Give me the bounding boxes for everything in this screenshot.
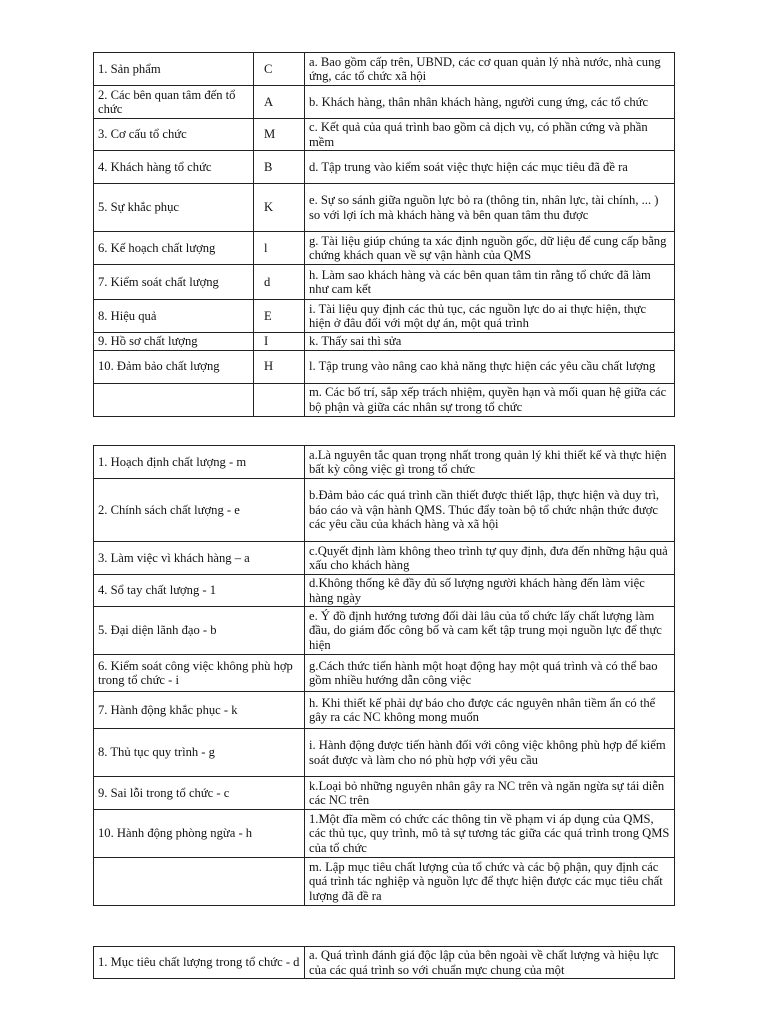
term-cell [94, 53, 254, 86]
table-row [94, 53, 675, 86]
answer-key-cell [254, 232, 305, 265]
definition-cell [305, 151, 675, 184]
table-row [94, 777, 675, 810]
answer-key-cell-text: H [264, 359, 274, 374]
answer-key-cell [254, 383, 305, 416]
term-cell [94, 607, 305, 655]
definition-cell-text: b.Đảm bảo các quá trình cần thiết được thiết lập, thực hiện và duy trì, báo cáo và vận hành QMS. Thúc đẩy toàn bộ tổ chức nhận thức được các yêu cầu của khách hàng và xã hội [309, 488, 660, 532]
definition-cell-text: 1.Một đĩa mềm có chức các thông tin về phạm vi áp dụng của QMS, các thủ tục, quy trình, mô tả sự tương tác giữa các quá trình trong QMS của tổ chức [309, 811, 670, 855]
term-cell-text: 8. Hiệu quả [98, 308, 157, 323]
term-cell [94, 858, 305, 906]
term-cell [94, 692, 305, 729]
definition-cell-text: e. Sự so sánh giữa nguồn lực bỏ ra (thông tin, nhân lực, tài chính, ... ) so với lợi ích mà khách hàng và bên quan tâm thu được [309, 193, 659, 222]
term-cell [94, 446, 305, 479]
definition-cell [305, 655, 675, 692]
definition-cell-text: g.Cách thức tiến hành một hoạt động hay một quá trình và có thể bao gồm nhiều hướng dẫn công việc [309, 658, 658, 687]
term-cell-text: 4. Khách hàng tổ chức [98, 159, 212, 174]
term-cell-text: 10. Hành động phòng ngừa - h [98, 826, 253, 841]
answer-key-cell-text: B [264, 159, 273, 174]
definition-cell [305, 86, 675, 119]
definition-cell [305, 777, 675, 810]
definition-cell-text: d. Tập trung vào kiểm soát việc thực hiện các mục tiêu đã đề ra [309, 159, 628, 174]
term-cell [94, 151, 254, 184]
term-cell [94, 333, 254, 351]
answer-key-cell [254, 53, 305, 86]
table-row [94, 86, 675, 119]
definition-cell [305, 300, 675, 333]
answer-key-cell [254, 265, 305, 300]
definition-cell-text: d.Không thống kê đầy đủ số lượng người khách hàng đến làm việc hàng ngày [309, 576, 645, 605]
term-cell-text: 2. Các bên quan tâm đến tổ chức [98, 87, 236, 116]
definition-cell [305, 119, 675, 151]
answer-key-cell-text: A [264, 94, 274, 109]
term-cell [94, 777, 305, 810]
definition-cell [305, 542, 675, 575]
answer-key-cell-text: I [264, 334, 269, 348]
definition-cell-text: l. Tập trung vào nâng cao khả năng thực hiện các yêu cầu chất lượng [309, 359, 656, 374]
term-cell [94, 232, 254, 265]
table-row [94, 265, 675, 300]
definition-cell [305, 575, 675, 607]
answer-key-cell [254, 119, 305, 151]
table-row [94, 692, 675, 729]
term-cell [94, 542, 305, 575]
table-row [94, 575, 675, 607]
definition-cell-text: i. Hành động được tiến hành đối với công việc không phù hợp để kiểm soát được và làm cho nó phù hợp với yêu cầu [309, 738, 666, 767]
definition-cell-text: c. Kết quả của quá trình bao gồm cả dịch vụ, có phần cứng và phần mềm [309, 120, 648, 149]
definition-cell-text: m. Các bố trí, sắp xếp trách nhiệm, quyền hạn và mối quan hệ giữa các bộ phận và giữa các nhân sự trong tổ chức [309, 385, 667, 414]
answer-key-cell [254, 333, 305, 351]
table-row [94, 947, 675, 979]
table-row [94, 300, 675, 333]
table-row [94, 446, 675, 479]
definition-cell [305, 729, 675, 777]
matching-table-3 [93, 946, 675, 979]
table-row [94, 383, 675, 416]
definition-cell-text: m. Lập mục tiêu chất lượng của tổ chức và các bộ phận, quy định các quá trình tác nghiệp và nguồn lực để thực hiện được các mục tiêu chất lượng đã đề ra [309, 859, 663, 903]
definition-cell [305, 479, 675, 542]
term-cell-text: 7. Hành động khắc phục - k [98, 702, 238, 717]
table-row [94, 607, 675, 655]
term-cell [94, 265, 254, 300]
table-row [94, 858, 675, 906]
term-cell-text: 8. Thủ tục quy trình - g [98, 745, 215, 760]
definition-cell-text: e. Ý đồ định hướng tương đối dài lâu của tổ chức lấy chất lượng làm đầu, do giám đốc công bố và cam kết tập trung mọi nguồn lực để thực hiện [309, 608, 662, 652]
definition-cell [305, 446, 675, 479]
answer-key-cell [254, 86, 305, 119]
answer-key-cell-text: d [264, 274, 271, 289]
definition-cell-text: k.Loại bỏ những nguyên nhân gây ra NC trên và ngăn ngừa sự tái diễn các NC trên [309, 778, 665, 807]
definition-cell-text: a.Là nguyên tắc quan trọng nhất trong quản lý khi thiết kế và thực hiện bất kỳ công việc gì trong tổ chức [309, 447, 667, 476]
matching-table-1 [93, 52, 675, 417]
answer-key-cell [254, 184, 305, 232]
term-cell [94, 729, 305, 777]
table-row [94, 119, 675, 151]
definition-cell [305, 184, 675, 232]
definition-cell-text: k. Thấy sai thì sửa [309, 334, 402, 348]
definition-cell-text: i. Tài liệu quy định các thủ tục, các nguồn lực do ai thực hiện, thực hiện ở đâu đối với một dự án, một quá trình [309, 301, 647, 330]
term-cell [94, 947, 305, 979]
answer-key-cell-text: C [264, 61, 273, 76]
definition-cell [305, 383, 675, 416]
table-row [94, 333, 675, 351]
answer-key-cell-text: l [264, 240, 268, 255]
term-cell-text: 10. Đảm bảo chất lượng [98, 359, 220, 374]
definition-cell-text: h. Làm sao khách hàng và các bên quan tâm tin rằng tổ chức đã làm như cam kết [309, 267, 651, 296]
answer-key-cell [254, 151, 305, 184]
term-cell [94, 300, 254, 333]
definition-cell [305, 810, 675, 858]
matching-table-2 [93, 445, 675, 906]
definition-cell [305, 53, 675, 86]
term-cell [94, 810, 305, 858]
table-row [94, 542, 675, 575]
term-cell-text: 1. Hoạch định chất lượng - m [98, 454, 247, 469]
term-cell [94, 350, 254, 383]
table-row [94, 479, 675, 542]
definition-cell [305, 350, 675, 383]
definition-cell [305, 607, 675, 655]
term-cell-text: 5. Đại diện lãnh đạo - b [98, 623, 217, 638]
definition-cell-text: g. Tài liệu giúp chúng ta xác định nguồn gốc, dữ liệu để cung cấp bằng chứng khách quan về sự vận hành của QMS [309, 233, 667, 262]
table-row [94, 655, 675, 692]
definition-cell [305, 947, 675, 979]
term-cell [94, 655, 305, 692]
definition-cell-text: c.Quyết định làm không theo trình tự quy định, đưa đến những hậu quả xấu cho khách hàng [309, 543, 668, 572]
definition-cell-text: b. Khách hàng, thân nhân khách hàng, người cung ứng, các tổ chức [309, 94, 649, 109]
table-row [94, 810, 675, 858]
answer-key-cell-text: K [264, 200, 274, 215]
term-cell-text: 2. Chính sách chất lượng - e [98, 502, 240, 517]
term-cell-text: 3. Làm việc vì khách hàng – a [98, 550, 250, 565]
term-cell-text: 6. Kế hoạch chất lượng [98, 240, 216, 255]
definition-cell [305, 692, 675, 729]
term-cell [94, 575, 305, 607]
term-cell [94, 479, 305, 542]
term-cell-text: 9. Hồ sơ chất lượng [98, 334, 198, 348]
answer-key-cell-text: M [264, 127, 276, 142]
term-cell [94, 119, 254, 151]
table-row [94, 729, 675, 777]
term-cell-text: 5. Sự khắc phục [98, 200, 179, 215]
term-cell-text: 1. Sản phẩm [98, 61, 161, 76]
definition-cell [305, 232, 675, 265]
table-row [94, 350, 675, 383]
answer-key-cell [254, 350, 305, 383]
answer-key-cell [254, 300, 305, 333]
definition-cell-text: a. Quá trình đánh giá độc lập của bên ngoài về chất lượng và hiệu lực của các quá trình so với chuẩn mực chung của một [309, 948, 659, 977]
term-cell [94, 184, 254, 232]
term-cell [94, 383, 254, 416]
table-row [94, 232, 675, 265]
table-row [94, 184, 675, 232]
table-row [94, 151, 675, 184]
term-cell-text: 9. Sai lỗi trong tổ chức - c [98, 785, 230, 800]
term-cell-text: 7. Kiểm soát chất lượng [98, 274, 219, 289]
term-cell [94, 86, 254, 119]
term-cell-text: 6. Kiểm soát công việc không phù hợp trong tổ chức - i [98, 658, 293, 687]
answer-key-cell-text: E [264, 308, 272, 323]
definition-cell [305, 333, 675, 351]
definition-cell [305, 858, 675, 906]
term-cell-text: 3. Cơ cấu tổ chức [98, 127, 187, 142]
term-cell-text: 1. Mục tiêu chất lượng trong tổ chức - d [98, 955, 300, 970]
term-cell-text: 4. Sổ tay chất lượng - 1 [98, 583, 217, 598]
definition-cell-text: h. Khi thiết kế phải dự báo cho được các nguyên nhân tiềm ẩn có thể gây ra các NC không mong muốn [309, 695, 656, 724]
definition-cell-text: a. Bao gồm cấp trên, UBND, các cơ quan quản lý nhà nước, nhà cung ứng, các tổ chức xã hội [309, 54, 661, 83]
definition-cell [305, 265, 675, 300]
